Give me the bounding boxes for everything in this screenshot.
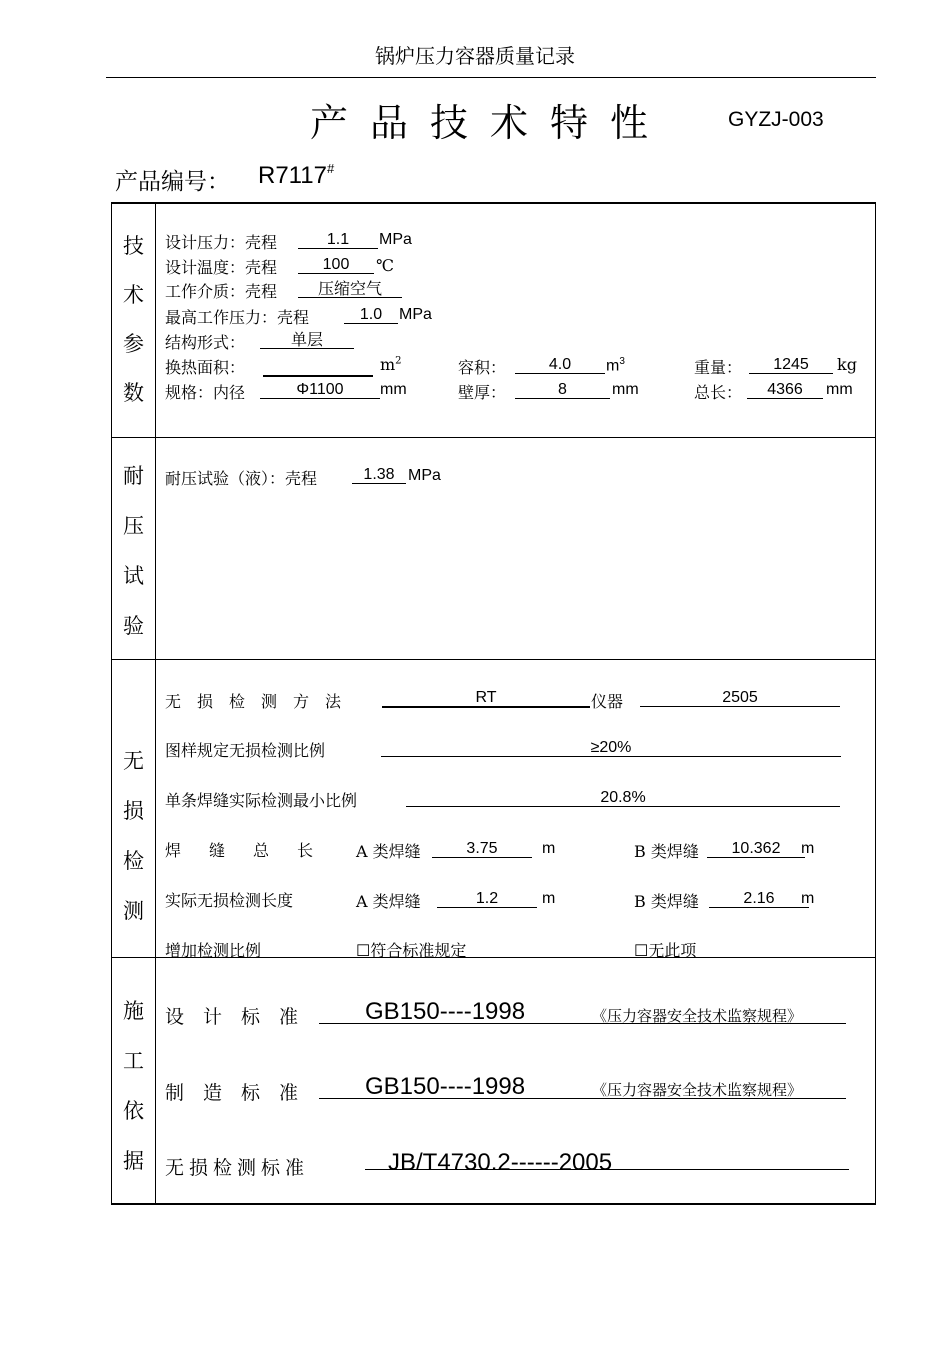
design-pressure-unit: MPa (379, 231, 412, 248)
weight-unit: kg (837, 355, 857, 374)
design-temp-label: 设计温度：壳程 (165, 258, 278, 277)
length-value: 4366 (747, 382, 823, 399)
weight-label: 重量： (694, 358, 743, 377)
table-border-bottom (111, 1203, 876, 1205)
volume-label: 容积： (458, 358, 507, 377)
thickness-value: 8 (515, 382, 610, 399)
a-weld-actual-unit: m (542, 890, 556, 907)
a-weld-total-value: 3.75 (432, 841, 532, 858)
single-min-value: 20.8% (406, 790, 840, 807)
instrument-value: 2505 (640, 690, 840, 707)
table-border-top (111, 202, 876, 204)
product-number (258, 161, 334, 190)
weld-total-label: 焊缝总长 (165, 841, 342, 860)
pressure-test-label: 耐压试验（液）：壳程 (165, 469, 318, 488)
structure-value: 单层 (260, 332, 354, 349)
max-pressure-unit: MPa (399, 306, 432, 323)
thickness-label: 壁厚： (458, 383, 507, 402)
mfg-standard-value: GB150----1998 (365, 1073, 526, 1100)
a-weld-actual-value: 1.2 (437, 891, 537, 908)
section-label-ndt: 无 损 检 测 (123, 749, 144, 923)
design-standard-label: 设计标准 (165, 1006, 318, 1028)
ndt-standard-label: 无损检测标准 (165, 1157, 310, 1179)
table-row-divider-1 (111, 437, 876, 438)
ndt-standard-value: JB/T4730.2------2005 (388, 1149, 613, 1176)
extra-option-standard[interactable]: ☐符合标准规定 (356, 941, 467, 960)
record-header-title: 锅炉压力容器质量记录 (375, 44, 575, 68)
design-standard-value: GB150----1998 (365, 998, 526, 1025)
product-number-label: 产品编号： (115, 169, 230, 195)
a-weld-label: A 类焊缝 (356, 842, 421, 861)
spec-value: Φ1100 (260, 382, 380, 399)
design-regulation: 《压力容器安全技术监察规程》 (592, 1007, 803, 1025)
instrument-label: 仪器 (591, 692, 624, 711)
design-temp-unit: ℃ (376, 256, 394, 275)
spec-unit: mm (380, 381, 407, 398)
actual-len-label: 实际无损检测长度 (165, 891, 294, 910)
length-label: 总长： (694, 383, 743, 402)
section-label-pressure: 耐 压 试 验 (123, 464, 144, 638)
section-label-tech: 技 术 参 数 (123, 234, 144, 405)
thickness-unit: mm (612, 381, 639, 398)
section-label-basis: 施 工 依 据 (123, 999, 144, 1173)
b-weld-total-value: 10.362 (707, 841, 805, 858)
design-pressure-label: 设计压力：壳程 (165, 233, 278, 252)
mfg-regulation: 《压力容器安全技术监察规程》 (592, 1081, 803, 1099)
b-weld-total-unit: m (801, 840, 815, 857)
mfg-standard-label: 制造标准 (165, 1082, 318, 1104)
table-column-divider (155, 202, 156, 1205)
structure-label: 结构形式： (165, 333, 246, 352)
pressure-test-unit: MPa (408, 467, 441, 484)
medium-label: 工作介质：壳程 (165, 282, 278, 301)
a-weld-total-unit: m (542, 840, 556, 857)
drawing-ratio-label: 图样规定无损检测比例 (165, 741, 326, 760)
page-title: 产品技术特性 (310, 101, 671, 145)
volume-value: 4.0 (515, 357, 605, 374)
area-label: 换热面积： (165, 358, 246, 377)
product-number-sup: # (326, 161, 335, 176)
design-temp-value: 100 (298, 257, 374, 274)
pressure-test-value: 1.38 (352, 467, 406, 484)
product-number-value: R7117 (258, 162, 327, 189)
b-weld-label-2: B 类焊缝 (634, 892, 699, 911)
single-min-label: 单条焊缝实际检测最小比例 (165, 791, 358, 810)
ndt-method-label: 无损检测方法 (165, 692, 358, 711)
extra-option-none[interactable]: ☐无此项 (634, 941, 697, 960)
ndt-method-value: RT (382, 690, 590, 708)
b-weld-label: B 类焊缝 (634, 842, 699, 861)
drawing-ratio-value: ≥20% (381, 740, 841, 757)
document-code: GYZJ-003 (728, 108, 824, 131)
volume-unit: $m^3$ (606, 356, 625, 375)
a-weld-label-2: A 类焊缝 (356, 892, 421, 911)
table-row-divider-2 (111, 659, 876, 660)
design-pressure-value: 1.1 (298, 232, 378, 249)
table-border-right (875, 202, 876, 1205)
header-divider (106, 77, 876, 78)
medium-value: 压缩空气 (298, 281, 402, 298)
length-unit: mm (826, 381, 853, 398)
b-weld-actual-value: 2.16 (709, 891, 809, 908)
extra-ratio-label: 增加检测比例 (165, 941, 262, 960)
spec-label: 规格：内径 (165, 383, 246, 402)
area-value (263, 360, 373, 377)
area-unit: $m^2$ (380, 355, 402, 374)
weight-value: 1245 (749, 357, 833, 374)
max-pressure-value: 1.0 (344, 307, 398, 324)
max-pressure-label: 最高工作压力：壳程 (165, 308, 310, 327)
b-weld-actual-unit: m (801, 890, 815, 907)
